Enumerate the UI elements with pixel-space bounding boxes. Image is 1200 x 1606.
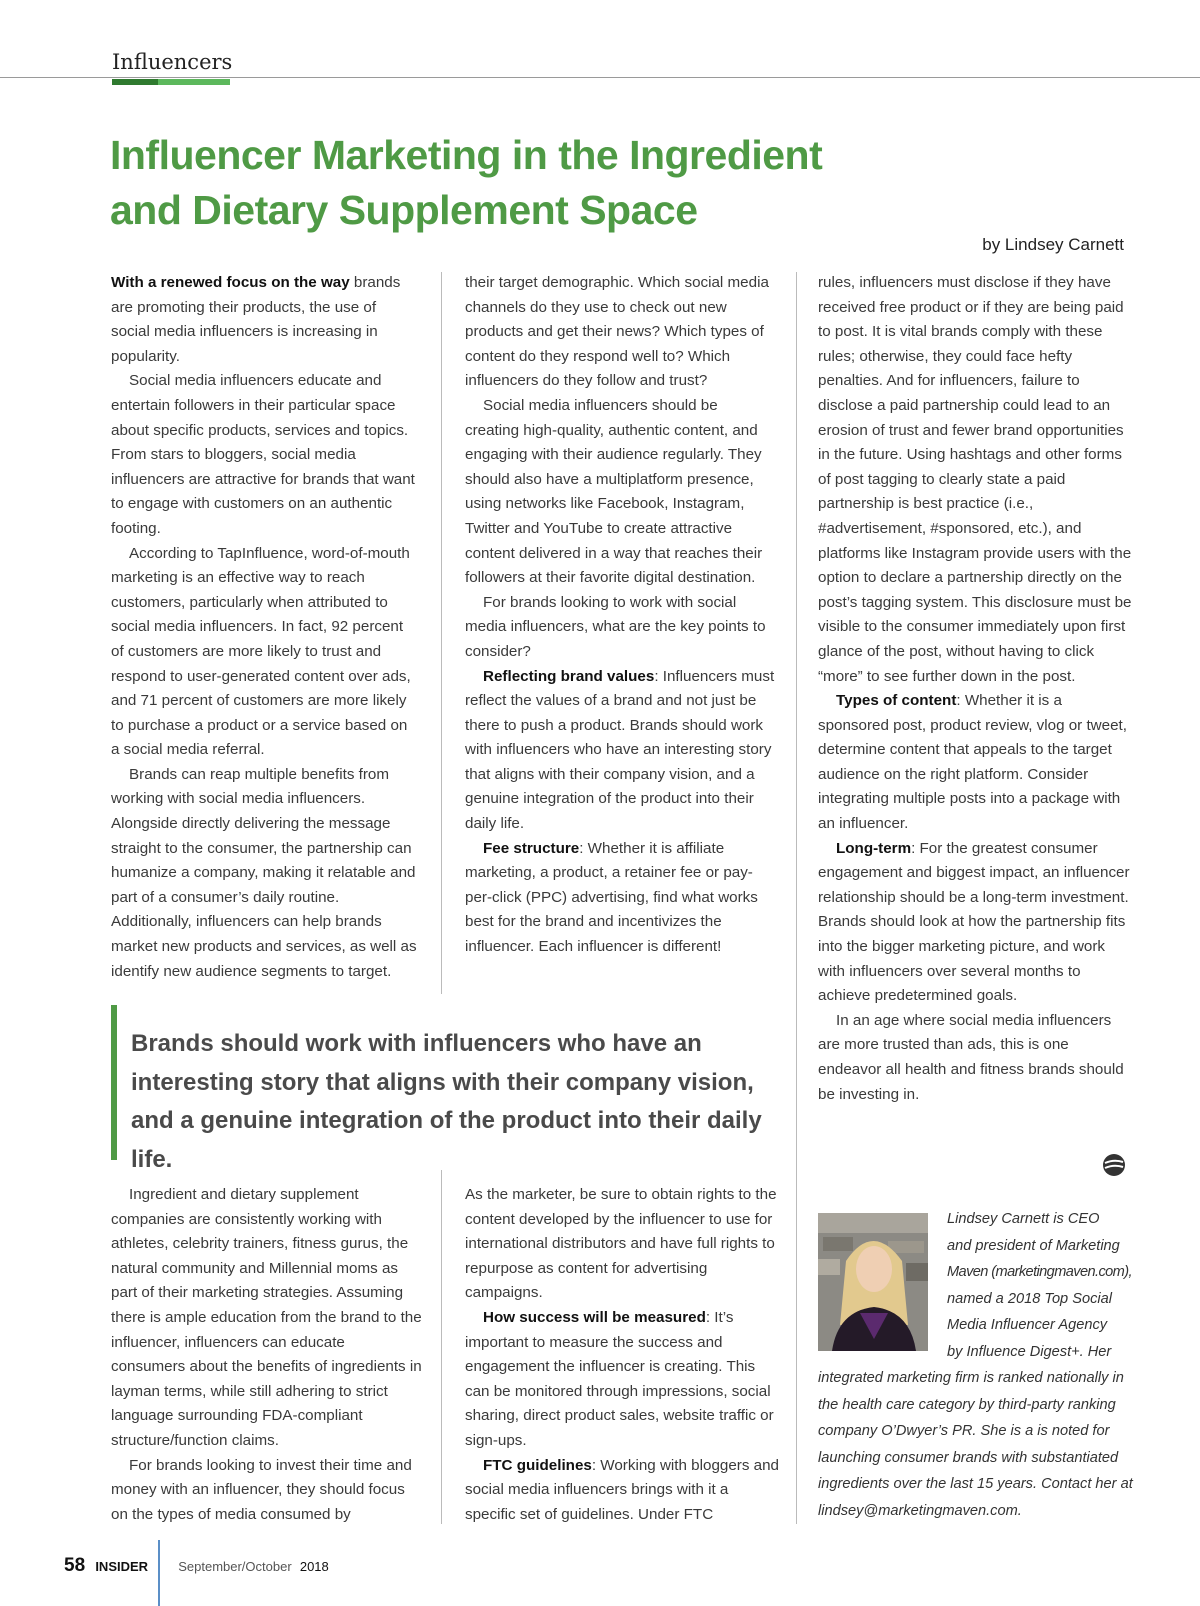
section-label-bar-dark <box>112 79 158 85</box>
run-in-heading: Reflecting brand values <box>483 667 655 685</box>
bio-line: named a 2018 Top Social <box>947 1290 1112 1307</box>
bio-line: integrated marketing firm is ranked nationally in <box>818 1370 1124 1386</box>
run-in-heading: How success will be measured <box>483 1308 706 1326</box>
author-bio-beside-photo <box>947 1206 1137 1365</box>
pull-quote-bar <box>111 1005 117 1160</box>
end-of-article-mark-icon <box>1102 1153 1126 1177</box>
run-in-heading: FTC guidelines <box>483 1456 592 1474</box>
bio-line: company O’Dwyer’s PR. She is a is noted for <box>818 1423 1110 1439</box>
author-bio-continued <box>818 1365 1138 1524</box>
run-in-heading: Fee structure <box>483 839 580 857</box>
page-footer <box>64 1555 329 1577</box>
paragraph: Brands can reap multiple benefits from working with social media influencers. Alongside directly delivering the message straight to the consumer, the partnership can humanize a company, making it relatable and part of a consumer’s daily routine. Additionally, influencers can help brands market new products and services, as well as identify new audience segments to target. <box>111 765 417 980</box>
paragraph <box>111 271 419 369</box>
column-2 <box>465 271 775 960</box>
magazine-name: INSIDER <box>95 1559 149 1574</box>
header-divider <box>0 77 1200 78</box>
bio-line: ingredients over the last 15 years. Contact her at <box>818 1476 1133 1492</box>
paragraph <box>465 1454 781 1528</box>
column-divider <box>441 272 442 994</box>
bio-line: lindsey@marketingmaven.com. <box>818 1502 1022 1519</box>
column-divider <box>441 1170 442 1524</box>
paragraph: According to TapInfluence, word-of-mouth marketing is an effective way to reach customers, particularly when attributed to social media influencers. In fact, 92 percent of customers are more likely to trust and respond to user-generated content over ads, and 71 percent of customers are more likely to purchase a product or a service based on a social media referral. <box>111 544 411 759</box>
page-number: 58 <box>64 1555 86 1576</box>
run-in-heading: Types of content <box>836 692 957 710</box>
paragraph-text: : Whether it is a sponsored post, product review, vlog or tweet, determine content that appeals to the target audience on the right platform. Consider integrating multiple posts into a package with an influencer. <box>818 692 1127 833</box>
paragraph <box>465 1306 781 1454</box>
section-label: Influencers <box>112 50 233 74</box>
author-photo <box>818 1213 928 1351</box>
bio-line: launching consumer brands with substantiated <box>818 1449 1119 1466</box>
lead-in: With a renewed focus on the way <box>111 274 350 291</box>
paragraph <box>465 665 775 837</box>
bio-line: Media Influencer Agency <box>947 1317 1108 1333</box>
paragraph: Ingredient and dietary supplement companies are consistently working with athletes, celebrity trainers, fitness gurus, the natural community and Millennial moms as part of their marketing strategies. Assuming there is ample education from the brand to the influencer, influencers can educate consumers about the benefits of ingredients in layman terms, while still adhering to strict language surrounding FDA-compliant structure/function claims. <box>111 1186 422 1449</box>
paragraph-text: : Working with bloggers and social media influencers brings with it a specific set of guidelines. Under FTC <box>465 1456 779 1523</box>
column-1-lower <box>111 1183 423 1527</box>
paragraph: their target demographic. Which social media channels do they use to check out new products and get their news? Which types of content do they respond well to? Which influencers do they follow and trust? <box>465 274 769 390</box>
paragraph: rules, influencers must disclose if they have received free product or if they are being paid to post. It is vital brands comply with these rules; otherwise, they could face hefty penalties. And for influencers, failure to disclose a paid partnership could lead to an erosion of trust and fewer brand opportunities in the future. Using hashtags and other forms of post tagging to clearly state a paid partnership is best practice (i.e., #advertisement, #sponsored, etc.), and platforms like Instagram provide users with the option to declare a partnership directly on the post’s tagging system. This disclosure must be visible to the consumer immediately upon first glance of the post, without having to click “more” to see further down in the post. <box>818 274 1132 685</box>
pull-quote: Brands should work with influencers who have an interesting story that aligns with their company vision, and a genuine integration of the product into their daily life. <box>131 1030 762 1173</box>
article-title <box>110 128 910 238</box>
paragraph <box>465 837 775 960</box>
bio-line: the health care category by third-party ranking <box>818 1396 1116 1413</box>
article-title-line-2: and Dietary Supplement Space <box>110 187 698 233</box>
column-divider <box>796 272 797 1524</box>
column-2-lower <box>465 1183 781 1527</box>
issue-date: September/October <box>178 1559 292 1574</box>
run-in-heading: Long-term <box>836 839 912 857</box>
paragraph-text: : For the greatest consumer engagement and biggest impact, an influencer relationship should be a long-term investment. Brands should look at how the partnership fits into the bigger marketing picture, and work with influencers over several months to achieve predetermined goals. <box>818 839 1130 1005</box>
section-label-bar-light <box>158 79 230 85</box>
paragraph <box>818 689 1134 837</box>
paragraph: In an age where social media influencers are more trusted than ads, this is one endeavor all health and fitness brands should be investing in. <box>818 1011 1124 1103</box>
bio-line: Lindsey Carnett is CEO <box>947 1211 1100 1227</box>
column-3 <box>818 271 1134 1107</box>
byline: by Lindsey Carnett <box>982 235 1124 254</box>
paragraph-text: brands are promoting their products, the use of social media influencers is increasing in popularity. <box>111 274 401 365</box>
paragraph <box>818 837 1134 1009</box>
paragraph: Social media influencers should be creating high-quality, authentic content, and engaging with their audience regularly. They should also have a multiplatform presence, using networks like Facebook, Instagram, Twitter and YouTube to create attractive content delivered in a way that reaches their followers at their favorite digital destination. <box>465 396 763 587</box>
bio-line: by Influence Digest+. Her <box>947 1343 1112 1360</box>
paragraph: As the marketer, be sure to obtain rights to the content developed by the influencer to use for international distributors and have full rights to repurpose as content for advertising campaigns. <box>465 1186 777 1302</box>
paragraph-text: : Whether it is affiliate marketing, a product, a retainer fee or pay-per-click (PPC) advertising, find what works best for the brand and incentivizes the influencer. Each influencer is different! <box>465 839 758 956</box>
paragraph-text: : Influencers must reflect the values of a brand and not just be there to push a product. Brands should work with influencers who have an interesting story that aligns with their company vision, and a genuine integration of the product into their daily life. <box>465 667 775 833</box>
paragraph-text: : It’s important to measure the success and engagement the influencer is creating. This can be monitored through impressions, social sharing, direct product sales, website traffic or sign-ups. <box>465 1308 774 1449</box>
paragraph: For brands looking to work with social media influencers, what are the key points to consider? <box>465 593 766 660</box>
paragraph: Social media influencers educate and entertain followers in their particular space about specific products, services and topics. From stars to bloggers, social media influencers are attractive for brands that want to engage with customers on an authentic footing. <box>111 372 415 537</box>
bio-line: and president of Marketing <box>947 1237 1120 1254</box>
article-title-line-1: Influencer Marketing in the Ingredient <box>110 132 823 178</box>
bio-line: Maven (marketingmaven.com), <box>947 1264 1132 1280</box>
column-1 <box>111 271 419 984</box>
issue-year: 2018 <box>299 1559 329 1574</box>
paragraph: For brands looking to invest their time and money with an influencer, they should focus on the types of media consumed by <box>111 1456 412 1523</box>
